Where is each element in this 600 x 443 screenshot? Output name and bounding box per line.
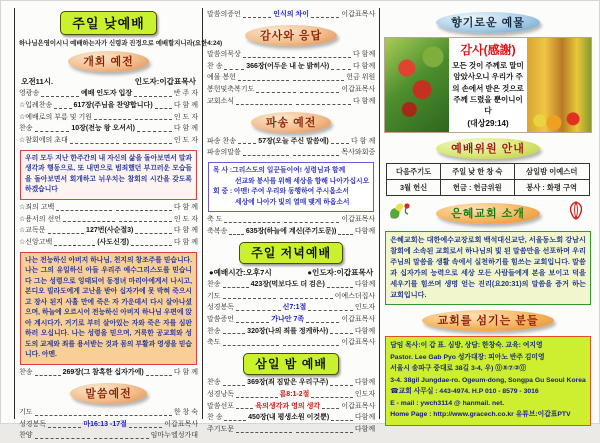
item-person: 인도자	[354, 304, 376, 312]
item-label: 찬송	[19, 369, 33, 377]
item-detail: 450장(내 평생소원 이것뿐)	[248, 414, 330, 422]
item-detail: 635장(하늘에 계신(주기도문))	[245, 228, 337, 236]
dotted-leader	[224, 65, 244, 70]
order-item	[19, 89, 198, 100]
order-item	[207, 378, 375, 389]
item-label: 파송의말씀	[207, 149, 241, 157]
dotted-leader	[35, 411, 102, 416]
item-person: 다함께	[354, 379, 376, 387]
wednesday-night-title: 삼일 밤 예배	[243, 353, 339, 375]
order-item	[19, 226, 198, 237]
dotted-leader	[322, 404, 339, 409]
item-person: 다 함께	[352, 51, 376, 59]
committee-cell: 주일 낮 한 창 숙	[440, 164, 514, 180]
dotted-leader	[256, 88, 296, 93]
dotted-leader	[223, 341, 279, 346]
order-item	[207, 315, 375, 326]
opening-items	[19, 88, 198, 148]
dotted-leader	[135, 229, 171, 234]
item-person: 다함께	[354, 280, 376, 288]
dotted-leader	[116, 206, 172, 211]
item-label: 찬송	[207, 327, 221, 335]
order-item	[207, 85, 375, 96]
order-item	[207, 227, 375, 238]
item-label: 찬송	[207, 280, 221, 288]
item-detail: 신7:1절	[282, 304, 307, 312]
order-item	[207, 10, 375, 21]
order-item	[19, 113, 198, 124]
order-item	[19, 203, 198, 214]
committee-cell: 봉사 : 화평 구역	[514, 180, 589, 196]
dotted-leader	[296, 428, 352, 433]
item-person: 목사와회중	[341, 149, 376, 157]
item-person: 다 함께	[352, 62, 376, 70]
item-detail: 269장(그 참혹한 십자가에)	[62, 369, 144, 377]
dotted-leader	[331, 139, 349, 144]
item-label: 축도	[207, 339, 221, 347]
dotted-leader	[123, 139, 172, 144]
dotted-leader	[35, 434, 90, 439]
dotted-leader	[243, 53, 295, 58]
item-label: 축복송	[207, 228, 228, 236]
item-label: 말씀의묵상	[207, 51, 241, 59]
committee-rows	[387, 164, 589, 196]
item-label: 찬 송	[207, 62, 223, 70]
dotted-leader	[330, 329, 353, 334]
dotted-leader	[236, 428, 292, 433]
charge-line: 선교와 봉사를 위해 세상을 향해 나아가십시오	[235, 177, 370, 185]
order-item	[207, 148, 375, 159]
dotted-leader	[283, 341, 339, 346]
item-person: 인 도 자	[173, 136, 199, 144]
thanksgiving-items	[207, 49, 375, 109]
dotted-leader	[48, 423, 81, 428]
dotted-leader	[54, 104, 71, 109]
item-person: 다 함 께	[173, 203, 198, 211]
item-label: ☆교독문	[19, 227, 46, 235]
section-thanksgiving: 감사와 응답	[245, 25, 337, 46]
dotted-leader	[311, 393, 352, 398]
order-item	[19, 408, 198, 419]
item-label: 찬양	[19, 432, 33, 440]
dotted-leader	[280, 294, 333, 299]
dotted-leader	[236, 393, 277, 398]
dotted-leader	[243, 151, 289, 156]
item-detail: 예배 인도자 입장	[80, 90, 133, 98]
confession-note-box: 우리 모두 지난 한주간의 내 자신의 삶을 돌아보면서 말과 생각과 행동으로, 또 내면으로 범죄했던 부끄러운 모습들을 돌아보면서 회개하고 뉘우치는 참회의 시간을 갖도록 하겠습니다	[20, 150, 197, 200]
item-person: 헌금 위원	[346, 74, 376, 82]
staff-info-line: ☎교회 사무실 : 443-4974. H.P 010 - 8579 - 3016	[390, 388, 539, 396]
column-announcements	[380, 8, 596, 419]
dotted-leader	[293, 151, 339, 156]
wednesday-items	[207, 377, 375, 437]
item-label: 파송 찬송	[207, 137, 236, 145]
item-label: 찬송	[19, 125, 33, 133]
staff-info-line: 담임 목사:이 갑 표. 심방, 상담: 한창숙. 교육: 여지영	[390, 342, 543, 350]
staff-info-line: E - mail : ywch3114 @ hanmail. net.	[390, 399, 505, 407]
dotted-leader	[236, 100, 291, 105]
hymn-after-creed	[19, 367, 198, 380]
section-fragrant-offering: 향기로운 예물	[436, 12, 540, 33]
thanks-title: 감사(感謝)	[460, 43, 516, 57]
dotted-leader	[48, 229, 84, 234]
dotted-leader	[238, 76, 289, 81]
dotted-leader	[129, 423, 162, 428]
order-item	[207, 62, 375, 73]
item-label: 성경낭독	[207, 390, 235, 398]
item-label: 영광송	[19, 90, 40, 98]
dotted-leader	[135, 115, 172, 120]
dotted-leader	[137, 127, 172, 132]
order-item	[207, 303, 375, 314]
confession-items	[19, 202, 198, 250]
charge-responsive-box	[208, 162, 374, 212]
dotted-leader	[308, 306, 353, 311]
order-item	[207, 292, 375, 303]
item-detail: 423장(먹보다도 더 검은)	[250, 280, 325, 288]
autumn-photo	[527, 38, 591, 132]
evening-leader: ●인도자:이갑표목사	[307, 267, 374, 277]
item-label: ☆신앙고백	[19, 239, 53, 246]
order-item	[207, 73, 375, 84]
item-detail: 617장(주님을 찬양합니다)	[73, 101, 153, 109]
dotted-leader	[223, 329, 246, 334]
order-item	[207, 402, 375, 413]
word-items	[19, 407, 198, 443]
committee-cell: 3월 헌신	[387, 180, 441, 196]
dotted-leader	[300, 88, 340, 93]
item-label: ☆죄의 고백	[19, 203, 55, 211]
evening-time: ●예배시간:오후7시	[209, 267, 272, 277]
section-word-rite: 말씀예전	[70, 383, 147, 404]
evening-items	[207, 279, 375, 350]
item-person: 인 도 자	[173, 113, 198, 121]
order-item	[19, 124, 198, 135]
dotted-leader	[331, 65, 351, 70]
item-person: 이갑표목사	[341, 339, 376, 347]
dotted-leader	[284, 218, 339, 223]
fruit-photo	[385, 38, 449, 132]
thanksgiving-photo-strip	[384, 37, 592, 133]
item-detail: 가나안 7족	[271, 316, 305, 323]
order-item	[19, 215, 198, 226]
dotted-leader	[131, 241, 172, 246]
item-label: 교회소식	[207, 97, 235, 105]
committee-cell: 다음주기도	[387, 164, 441, 180]
item-detail: 366장(어두운 내 눈 밝히사)	[246, 62, 330, 70]
item-person: 이예스더집사	[334, 292, 376, 300]
flower-outline-icon	[560, 199, 592, 228]
dotted-leader	[105, 411, 172, 416]
item-person: 이갑표목사	[341, 402, 376, 410]
item-person: 다 함 께	[173, 239, 199, 246]
section-worship-committee: 예배위원 안내	[436, 138, 540, 159]
item-detail: 마16:13 -17절	[83, 420, 127, 428]
item-label: 말씀의증언	[207, 11, 241, 19]
charge-line: 회 중 : 아멘! 주여 우리와 동행하여 주시옵소서	[213, 188, 349, 196]
dotted-leader	[54, 241, 95, 246]
dotted-leader	[296, 100, 351, 105]
order-item	[207, 390, 375, 401]
order-item	[207, 425, 375, 436]
order-item	[207, 280, 375, 291]
service-time: 오전11시.	[21, 77, 54, 86]
section-church-intro: 은혜교회 소개	[436, 203, 540, 224]
item-person: 인도자	[354, 390, 376, 398]
item-label: 기도	[19, 409, 33, 417]
item-person: 임마누엘성가대	[150, 432, 198, 440]
section-church-servants: 교회를 섬기는 분들	[422, 310, 553, 331]
dotted-leader	[63, 217, 115, 222]
staff-info-box	[385, 336, 591, 426]
sending-items	[207, 136, 375, 161]
dotted-leader	[35, 371, 61, 376]
order-item	[19, 136, 198, 147]
item-person: 다 함 께	[173, 369, 198, 377]
dotted-leader	[146, 371, 172, 376]
service-leader: 인도자:이갑표목사	[134, 77, 196, 86]
item-label: 기도	[207, 292, 221, 300]
item-person: 다함께	[354, 327, 376, 335]
item-label: ☆입례찬송	[19, 101, 53, 109]
dotted-leader	[134, 92, 172, 97]
dotted-leader	[41, 92, 79, 97]
worship-committee-table	[386, 163, 589, 196]
charge-line: 목 사 :그리스도의 일꾼들이여! 성령님과 함께	[213, 167, 346, 175]
thanks-verse: 모든 것이 주께로 말미암았사오니 우리가 주의 손에서 받은 것으로 주께 드렸을 뿐이니이다	[452, 61, 524, 115]
church-intro-box: 은혜교회는 대한예수교장로회 백석대신교단, 서울동노회 강남시찰회에 소속된 교회로서 하나님의 빛 된 말씀만을 선포하며 우리 주님의 말씀을 생활 속에서 실천하기를 힘쓰는 교회입니다. 말씀과 십자가의 능력으로 세상 모든 사람들에게 본을 보이고 덕을 세우기를 힘쓰며 생명 얻는 진리(요20:31)의 말씀을 증거 하는 교회입니다.	[385, 231, 591, 305]
item-label: ☆참회에의 초대	[19, 136, 68, 144]
thanks-verse-ref: (대상29:14)	[467, 119, 509, 129]
dotted-leader	[236, 404, 253, 409]
order-item	[207, 215, 375, 226]
dotted-leader	[243, 13, 271, 18]
item-person: 이갑표목사	[341, 86, 376, 94]
thanks-panel	[449, 38, 527, 132]
item-person: 다함께	[354, 228, 376, 236]
lily-icon	[384, 200, 416, 227]
dotted-leader	[94, 115, 131, 120]
item-person: 다함께	[354, 426, 376, 433]
dotted-leader	[229, 230, 244, 235]
item-label: 말씀증언	[207, 316, 235, 323]
apostles-creed-box: 나는 전능하신 아버지 하나님, 천지의 창조주를 믿습니다. 나는 그의 유일하신 아들 우리주 예수그리스도를 믿습니다 그는 성령으로 잉태되어 동정녀 마리아에게서 나시고, 본디오 빌라도에게 고난을 받아 십자가에 못 박혀 죽으시고 장사 된지 사흘 만에 죽은 자 가운데서 다시 살아나셨으며, 하늘에 오르시어 전능하신 아버지 하나님 우편에 앉아 계시다가, 거기로 부터 살아있는 자와 죽은 자를 심판하러 오십니다. 나는 성령을 믿으며, 거룩한 공교회와 성도의 교제와 죄를 용서받는 것과 몸의 부활과 영생을 믿습니다. 아멘.	[20, 252, 197, 365]
charge-line: 세상에 나아가 빛의 열매 맺게 하옵소서	[235, 198, 350, 206]
item-label: 찬 송	[207, 414, 223, 422]
sermon-title: 인식의 차이	[273, 11, 309, 19]
sunday-morning-title: 주일 낮예배	[60, 11, 156, 35]
order-item	[19, 101, 198, 112]
sunday-evening-title: 주일 저녁예배	[239, 242, 343, 264]
item-person: 이갑표목사	[341, 11, 376, 19]
item-detail: 10장(전능 왕 오셔서)	[71, 125, 136, 133]
item-person: 다 함 께	[351, 137, 376, 145]
item-detail: 127번(사순절3)	[86, 227, 134, 235]
item-person: 반 주 자	[173, 90, 198, 98]
item-person: 다 함께	[352, 97, 376, 105]
dotted-leader	[224, 416, 246, 421]
dotted-leader	[236, 306, 281, 311]
dotted-leader	[306, 318, 339, 323]
dotted-leader	[56, 206, 112, 211]
item-person: 이갑표목사	[341, 316, 376, 323]
section-opening-rite: 개회 예전	[68, 51, 149, 72]
item-label: 성경봉독	[19, 420, 47, 428]
item-detail: 롬8:1-2절	[279, 390, 310, 398]
staff-info-line: Pastor. Lee Gab Pyo 성가대장: 피아노 반주 김미영	[390, 353, 545, 361]
dotted-leader	[238, 139, 256, 144]
item-detail: (사도신경)	[97, 239, 129, 246]
bulletin-columns	[14, 8, 595, 440]
order-item	[207, 137, 375, 148]
dotted-leader	[293, 76, 344, 81]
committee-cell: 삼일밤 이예스더	[514, 164, 589, 180]
item-detail: 369장(죄 짐맡은 우리구주)	[247, 379, 329, 387]
order-item	[19, 368, 198, 379]
item-label: ☆예배로의 부름 및 기원	[19, 113, 92, 121]
item-person: 다 함 께	[173, 227, 199, 235]
order-item	[207, 50, 375, 61]
staff-info-line: 3-4. 38gil Jungdae-ro. Ogeum-dong, Songpa Gu Seoul Korea	[390, 376, 586, 384]
dotted-leader	[327, 283, 353, 288]
item-label: 주기도문	[207, 426, 235, 433]
item-detail: 320장(나의 죄를 정케하사)	[247, 327, 329, 335]
order-item	[19, 431, 198, 442]
table-row	[387, 180, 589, 196]
order-item	[207, 413, 375, 424]
item-detail: 육의생각과 영의 생각	[255, 402, 321, 410]
order-item	[207, 327, 375, 338]
dotted-leader	[223, 283, 249, 288]
dotted-leader	[155, 104, 172, 109]
column-middle	[203, 8, 380, 433]
item-label: 찬송	[207, 379, 221, 387]
item-person: 이갑표목사	[341, 216, 376, 224]
dotted-leader	[223, 381, 246, 386]
table-row	[387, 164, 589, 180]
dotted-leader	[223, 294, 276, 299]
sermon-title-line	[207, 9, 375, 22]
item-label: 말씀선포	[207, 402, 235, 410]
committee-cell: 헌금 : 헌금위원	[440, 180, 514, 196]
dotted-leader	[119, 217, 171, 222]
verse-line: 하나님은영이시니 예배하는자가 신령과 진정으로 예배할지니라(요한4:24)	[19, 40, 223, 47]
evening-meta	[209, 267, 373, 278]
dotted-leader	[70, 139, 119, 144]
dotted-leader	[94, 434, 149, 439]
staff-info-line: 서울시 송파구 중대로 38길 3-4, 우) ⓪⑤⑦②⓪	[390, 365, 527, 373]
dotted-leader	[224, 218, 279, 223]
dotted-leader	[236, 318, 269, 323]
item-person: 다함께	[354, 414, 376, 422]
benediction-items	[207, 214, 375, 239]
order-item	[207, 97, 375, 108]
dotted-leader	[299, 53, 351, 58]
dotted-leader	[338, 230, 353, 235]
staff-info-line: Home Page : http://www.gracech.co.kr 유튜브:이갑표PTV	[390, 411, 571, 419]
order-item	[207, 338, 375, 349]
dotted-leader	[331, 416, 353, 421]
item-person: 한 창 숙	[173, 409, 198, 417]
item-person: 이갑표목사	[164, 420, 198, 428]
dotted-leader	[311, 13, 339, 18]
dotted-leader	[35, 127, 70, 132]
service-meta	[21, 76, 196, 87]
item-label: 예물 봉헌	[207, 74, 236, 82]
dotted-leader	[330, 381, 353, 386]
item-person: 다 함 께	[173, 125, 199, 133]
order-item	[19, 420, 198, 431]
section-sending: 파송 예전	[251, 112, 332, 133]
item-label: 봉헌및축복기도	[207, 86, 255, 94]
item-person: 다 함 께	[173, 101, 199, 109]
item-label: 축 도	[207, 216, 223, 224]
church-intro-header-row	[384, 199, 592, 228]
item-person: 인 도 자	[173, 215, 198, 223]
order-item	[19, 238, 198, 249]
item-label: 성경봉독	[207, 304, 235, 312]
item-detail: 57장(오늘 주신 말씀에)	[258, 137, 329, 145]
item-label: ☆용서의 선언	[19, 215, 62, 223]
